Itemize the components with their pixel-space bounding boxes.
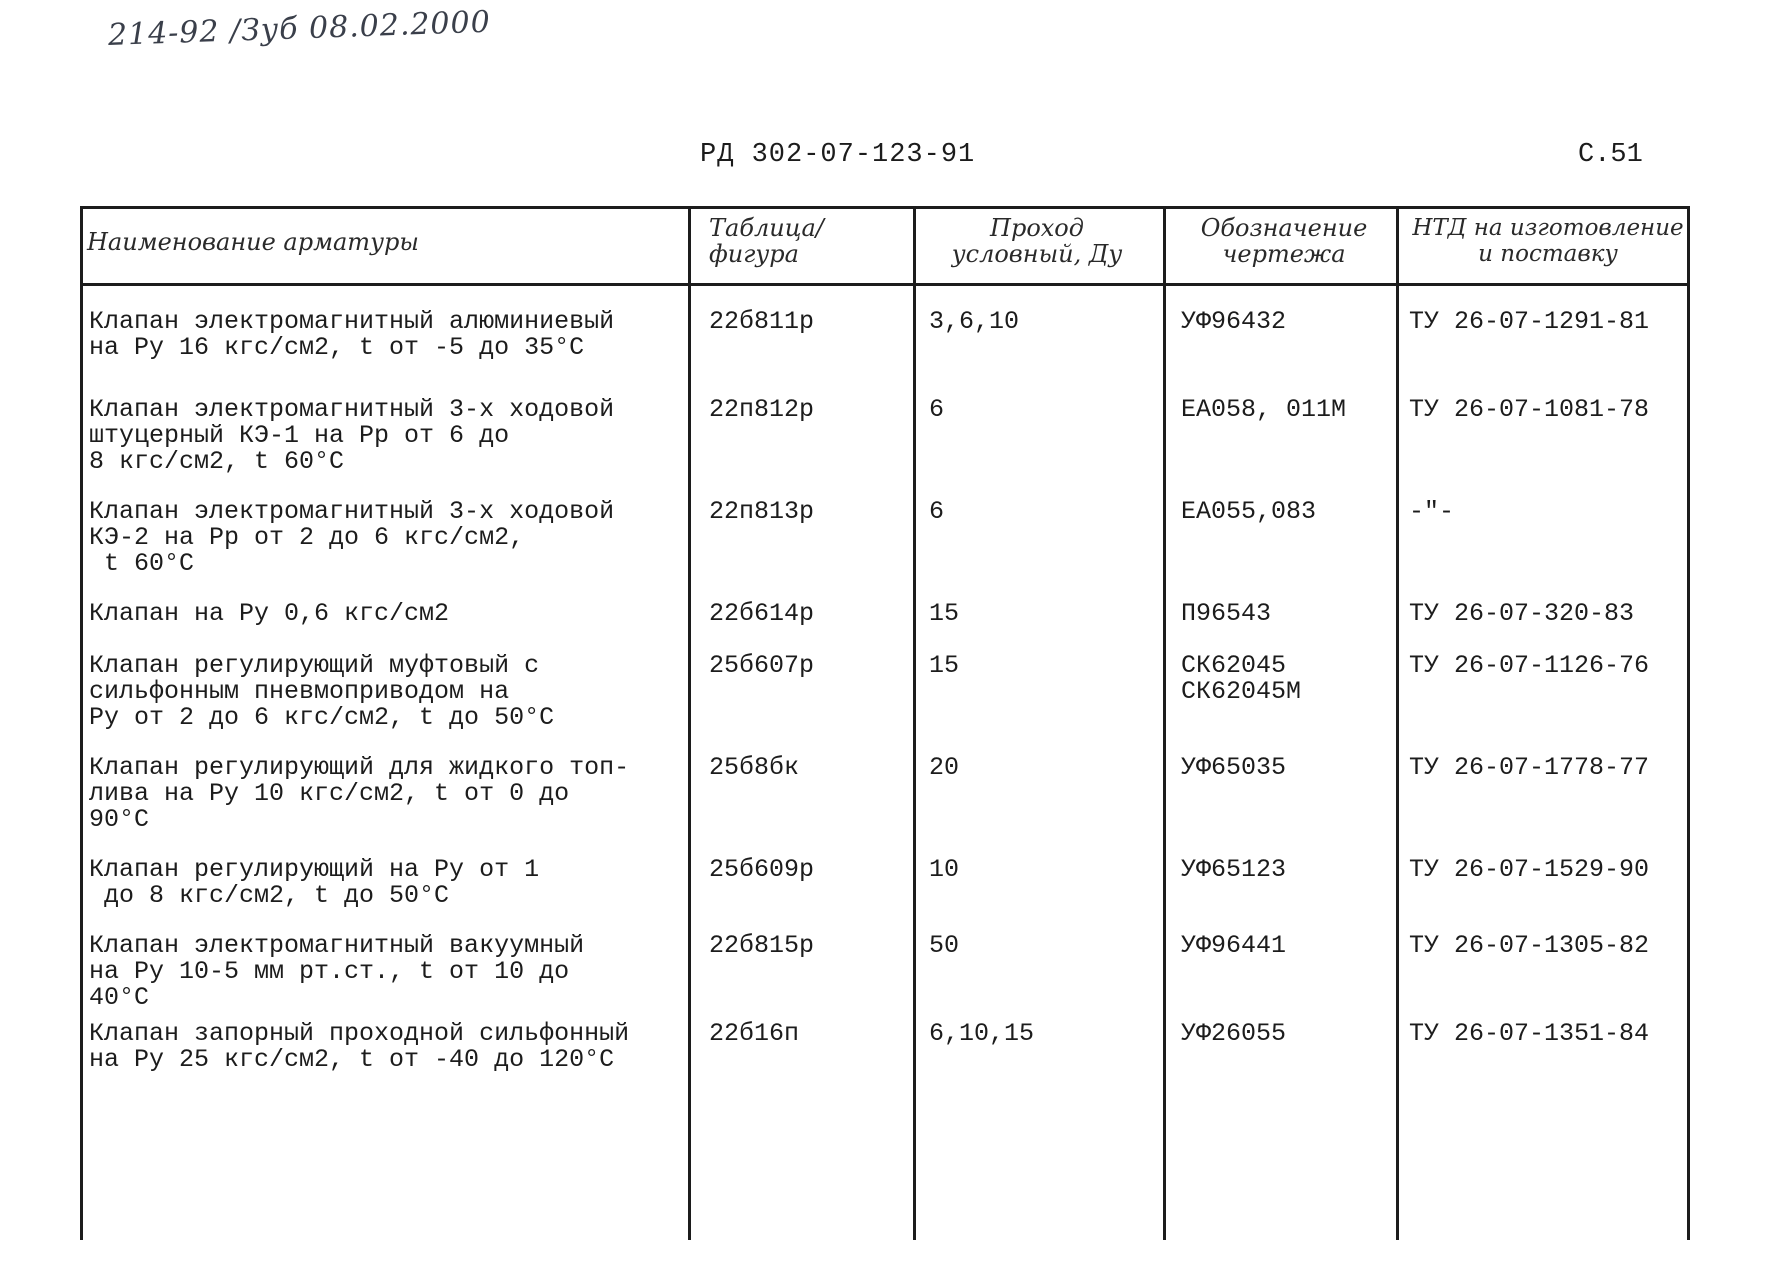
row-0-drawing: УФ96432 [1181,307,1287,336]
row-1-figure: 22п812р [709,395,815,424]
row-7-figure: 22б815р [709,931,815,960]
row-3-name: Клапан на Ру 0,6 кгс/см2 [89,599,450,628]
column-header-dn: Проход условный, Ду [951,214,1123,268]
row-0-figure: 22б811р [709,307,815,336]
column-divider [1396,209,1399,1240]
row-1-dn: 6 [929,395,945,424]
row-7-name: Клапан электромагнитный вакуумный на Ру 10-5 мм рт.ст., t от 10 до 40°С [89,931,585,1012]
row-6-ntd: ТУ 26-07-1529-90 [1409,855,1650,884]
row-7-drawing: УФ96441 [1181,931,1287,960]
row-2-name: Клапан электромагнитный 3-х ходовой КЭ-2 на Рр от 2 до 6 кгс/см2, t 60°С [89,497,615,578]
column-divider [1163,209,1166,1240]
row-6-dn: 10 [929,855,960,884]
column-divider [688,209,691,1240]
row-1-ntd: ТУ 26-07-1081-78 [1409,395,1650,424]
row-3-figure: 22б614р [709,599,815,628]
row-0-ntd: ТУ 26-07-1291-81 [1409,307,1650,336]
row-5-drawing: УФ65035 [1181,753,1287,782]
row-8-drawing: УФ26055 [1181,1019,1287,1048]
column-divider [913,209,916,1240]
row-5-dn: 20 [929,753,960,782]
row-0-dn: 3,6,10 [929,307,1020,336]
fittings-table [80,206,1690,1240]
row-8-name: Клапан запорный проходной сильфонный на Ру 25 кгс/см2, t от -40 до 120°С [89,1019,630,1074]
row-6-name: Клапан регулирующий на Ру от 1 до 8 кгс/см2, t до 50°С [89,855,540,910]
row-4-dn: 15 [929,651,960,680]
column-header-name: Наименование арматуры [87,228,419,256]
column-header-ntd: НТД на изготовление и поставку [1412,215,1684,267]
row-5-ntd: ТУ 26-07-1778-77 [1409,753,1650,782]
page-number: С.51 [1578,140,1643,170]
row-6-drawing: УФ65123 [1181,855,1287,884]
row-8-ntd: ТУ 26-07-1351-84 [1409,1019,1650,1048]
row-1-name: Клапан электромагнитный 3-х ходовой штуцерный КЭ-1 на Рр от 6 до 8 кгс/см2, t 60°С [89,395,615,476]
row-4-drawing: СК62045 СК62045М [1181,651,1302,706]
row-8-figure: 22б16п [709,1019,800,1048]
row-2-drawing: ЕА055,083 [1181,497,1317,526]
row-5-name: Клапан регулирующий для жидкого топ- лива на Ру 10 кгс/см2, t от 0 до 90°С [89,753,630,834]
row-7-dn: 50 [929,931,960,960]
row-4-figure: 25б607р [709,651,815,680]
row-8-dn: 6,10,15 [929,1019,1035,1048]
row-3-ntd: ТУ 26-07-320-83 [1409,599,1635,628]
row-2-ntd: -"- [1409,497,1455,526]
row-2-dn: 6 [929,497,945,526]
row-0-name: Клапан электромагнитный алюминиевый на Ру 16 кгс/см2, t от -5 до 35°С [89,307,615,362]
row-7-ntd: ТУ 26-07-1305-82 [1409,931,1650,960]
row-4-ntd: ТУ 26-07-1126-76 [1409,651,1650,680]
row-5-figure: 25б8бк [709,753,800,782]
row-1-drawing: ЕА058, 011М [1181,395,1347,424]
document-code: РД 302-07-123-91 [700,140,976,170]
row-6-figure: 25б609р [709,855,815,884]
row-4-name: Клапан регулирующий муфтовый с сильфонным пневмоприводом на Ру от 2 до 6 кгс/см2, t до 50°С [89,651,555,732]
row-3-drawing: П96543 [1181,599,1272,628]
column-header-figure: Таблица/ фигура [709,214,824,268]
handwritten-note: 214-92 /Зуб 08.02.2000 [107,4,492,53]
row-3-dn: 15 [929,599,960,628]
row-2-figure: 22п813р [709,497,815,526]
header-divider [83,283,1687,286]
column-header-drawing: Обозначение чертежа [1200,214,1368,268]
